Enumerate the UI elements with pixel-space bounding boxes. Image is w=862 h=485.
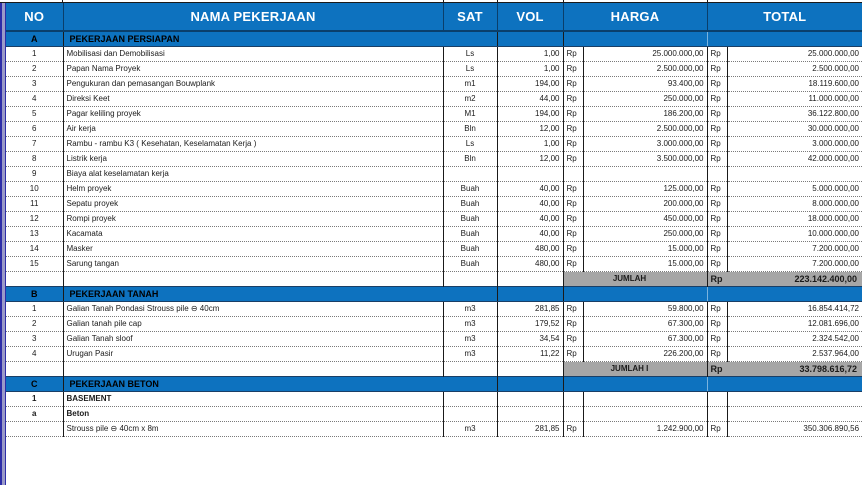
cell-item-no[interactable]: 12	[6, 212, 63, 227]
cell-item-price-currency[interactable]: Rp	[563, 62, 583, 77]
cell-item-unit-price[interactable]: 186.200,00	[583, 107, 707, 122]
cell-item-name[interactable]: BASEMENT	[63, 392, 443, 407]
cell-item-unit[interactable]	[443, 407, 497, 422]
cell-item-no[interactable]: 1	[6, 392, 63, 407]
cell-item-name[interactable]: Listrik kerja	[63, 152, 443, 167]
section-total-cell[interactable]	[727, 287, 862, 302]
table-row	[6, 257, 862, 272]
column-header-nama-pekerjaan[interactable]: NAMA PEKERJAAN	[63, 3, 443, 31]
table-row	[6, 62, 862, 77]
section-harga-cell[interactable]	[583, 287, 707, 302]
cell-item-total-currency[interactable]: Rp	[707, 62, 727, 77]
cell-item-price-currency[interactable]: Rp	[563, 332, 583, 347]
table-row	[6, 392, 862, 407]
subtotal-amount[interactable]: 33.798.616,72	[727, 362, 862, 377]
table-row	[6, 137, 862, 152]
section-total-cell[interactable]	[727, 377, 862, 392]
cell-item-unit-price[interactable]	[583, 392, 707, 407]
cell-item-name[interactable]: Air kerja	[63, 122, 443, 137]
cell-item-volume[interactable]: 194,00	[497, 77, 563, 92]
cell-item-total[interactable]: 10.000.000,00	[727, 227, 862, 242]
section-title-b[interactable]: PEKERJAAN TANAH	[63, 287, 443, 302]
top-rule-divider-sat	[497, 0, 498, 2]
cell-item-price-currency[interactable]	[563, 392, 583, 407]
cell-item-no[interactable]: 9	[6, 167, 63, 182]
cell-item-no[interactable]: 13	[6, 227, 63, 242]
cell-item-no[interactable]: 5	[6, 107, 63, 122]
cell-item-unit-price[interactable]: 67.300,00	[583, 317, 707, 332]
cell-item-no[interactable]: 4	[6, 347, 63, 362]
table-header-row	[6, 3, 862, 31]
cell-item-price-currency[interactable]: Rp	[563, 197, 583, 212]
cell-item-total-currency[interactable]: Rp	[707, 197, 727, 212]
cell-item-name[interactable]: Galian Tanah Pondasi Strouss pile ⊖ 40cm	[63, 302, 443, 317]
cell-item-unit-price[interactable]: 226.200,00	[583, 347, 707, 362]
cell-item-unit[interactable]: Buah	[443, 242, 497, 257]
cell-item-name[interactable]: Galian Tanah sloof	[63, 332, 443, 347]
cell-item-name[interactable]: Urugan Pasir	[63, 347, 443, 362]
cell-item-name[interactable]: Sarung tangan	[63, 257, 443, 272]
cell-item-total[interactable]: 7.200.000,00	[727, 242, 862, 257]
section-vol-cell[interactable]	[497, 377, 563, 392]
cell-item-total-currency[interactable]: Rp	[707, 92, 727, 107]
cell-item-total[interactable]: 18.119.600,00	[727, 77, 862, 92]
subtotal-blank-unit[interactable]	[443, 272, 497, 287]
cell-item-price-currency[interactable]	[563, 407, 583, 422]
cell-item-name[interactable]: Galian tanah pile cap	[63, 317, 443, 332]
subtotal-label[interactable]: JUMLAH	[563, 272, 707, 287]
cell-item-total-currency[interactable]	[707, 167, 727, 182]
top-rule-divider-vol	[563, 0, 564, 2]
subtotal-row	[6, 362, 862, 377]
cell-item-total[interactable]: 42.000.000,00	[727, 152, 862, 167]
cell-item-unit-price[interactable]: 59.800,00	[583, 302, 707, 317]
cell-item-unit-price[interactable]: 15.000,00	[583, 257, 707, 272]
cell-item-volume[interactable]: 480,00	[497, 242, 563, 257]
cell-item-volume[interactable]: 44,00	[497, 92, 563, 107]
section-vol-cell[interactable]	[497, 287, 563, 302]
column-header-no[interactable]: NO	[6, 3, 63, 31]
cell-item-total[interactable]: 2.324.542,00	[727, 332, 862, 347]
cell-item-unit-price[interactable]: 3.000.000,00	[583, 137, 707, 152]
cell-item-unit[interactable]: Ls	[443, 47, 497, 62]
cell-item-name[interactable]: Strouss pile ⊖ 40cm x 8m	[63, 422, 443, 437]
column-header-sat[interactable]: SAT	[443, 3, 497, 31]
cell-item-volume[interactable]	[497, 167, 563, 182]
table-row	[6, 212, 862, 227]
cell-item-name[interactable]: Rambu - rambu K3 ( Kesehatan, Keselamatan Kerja )	[63, 137, 443, 152]
top-rule-divider-harga	[707, 0, 708, 2]
cell-item-unit-price[interactable]: 25.000.000,00	[583, 47, 707, 62]
cell-item-unit-price[interactable]: 200.000,00	[583, 197, 707, 212]
cell-item-unit[interactable]: Ls	[443, 137, 497, 152]
cell-item-name[interactable]: Biaya alat keselamatan kerja	[63, 167, 443, 182]
cell-item-total[interactable]: 16.854.414,72	[727, 302, 862, 317]
cell-item-price-currency[interactable]: Rp	[563, 257, 583, 272]
cell-item-total-currency[interactable]: Rp	[707, 332, 727, 347]
cell-item-total-currency[interactable]: Rp	[707, 257, 727, 272]
section-vol-cell[interactable]	[497, 31, 563, 47]
cell-item-unit-price[interactable]: 125.000,00	[583, 182, 707, 197]
cell-item-no[interactable]: 1	[6, 302, 63, 317]
subtotal-currency[interactable]: Rp	[707, 362, 727, 377]
section-code-b[interactable]: B	[6, 287, 63, 302]
section-header-row	[6, 377, 862, 392]
cell-item-price-currency[interactable]: Rp	[563, 317, 583, 332]
cell-item-price-currency[interactable]: Rp	[563, 137, 583, 152]
table-row	[6, 77, 862, 92]
cell-item-name[interactable]: Helm proyek	[63, 182, 443, 197]
cell-item-name[interactable]: Sepatu proyek	[63, 197, 443, 212]
cell-item-no[interactable]: 2	[6, 62, 63, 77]
cell-item-total[interactable]: 3.000.000,00	[727, 137, 862, 152]
cell-item-no[interactable]: 15	[6, 257, 63, 272]
cell-item-unit[interactable]: m3	[443, 302, 497, 317]
cell-item-no[interactable]: 7	[6, 137, 63, 152]
section-rp1-cell[interactable]	[563, 287, 583, 302]
section-sat-cell[interactable]	[443, 287, 497, 302]
cell-item-price-currency[interactable]: Rp	[563, 152, 583, 167]
cell-item-total[interactable]: 2.537.964,00	[727, 347, 862, 362]
subtotal-blank-no[interactable]	[6, 362, 63, 377]
cell-item-no[interactable]: 8	[6, 152, 63, 167]
cell-item-volume[interactable]: 40,00	[497, 212, 563, 227]
sheet-left-edge-highlight	[2, 3, 5, 485]
cell-item-total[interactable]: 5.000.000,00	[727, 182, 862, 197]
section-rp2-cell[interactable]	[707, 377, 727, 392]
cell-item-no[interactable]: 10	[6, 182, 63, 197]
cell-item-total[interactable]: 7.200.000,00	[727, 257, 862, 272]
cell-item-unit[interactable]: Bln	[443, 152, 497, 167]
column-header-total[interactable]: TOTAL	[707, 3, 862, 31]
cell-item-unit[interactable]: Buah	[443, 197, 497, 212]
cell-item-no[interactable]	[6, 422, 63, 437]
cell-item-unit[interactable]: Buah	[443, 227, 497, 242]
cell-item-no[interactable]: 6	[6, 122, 63, 137]
cell-item-price-currency[interactable]: Rp	[563, 212, 583, 227]
cell-item-price-currency[interactable]: Rp	[563, 77, 583, 92]
cell-item-unit-price[interactable]: 2.500.000,00	[583, 122, 707, 137]
cell-item-name[interactable]: Masker	[63, 242, 443, 257]
cell-item-total-currency[interactable]: Rp	[707, 242, 727, 257]
cell-item-total[interactable]: 11.000.000,00	[727, 92, 862, 107]
cell-item-unit[interactable]: Buah	[443, 212, 497, 227]
cell-item-unit-price[interactable]: 3.500.000,00	[583, 152, 707, 167]
cell-item-volume[interactable]: 40,00	[497, 197, 563, 212]
cell-item-volume[interactable]: 1,00	[497, 137, 563, 152]
cell-item-unit-price[interactable]: 2.500.000,00	[583, 62, 707, 77]
subtotal-currency[interactable]: Rp	[707, 272, 727, 287]
cell-item-total[interactable]: 36.122.800,00	[727, 107, 862, 122]
cell-item-volume[interactable]: 40,00	[497, 227, 563, 242]
cell-item-volume[interactable]: 1,00	[497, 62, 563, 77]
cell-item-price-currency[interactable]: Rp	[563, 302, 583, 317]
table-row	[6, 227, 862, 242]
section-harga-cell[interactable]	[583, 377, 707, 392]
column-header-harga[interactable]: HARGA	[563, 3, 707, 31]
cell-item-volume[interactable]: 40,00	[497, 182, 563, 197]
table-row	[6, 407, 862, 422]
cell-item-total[interactable]: 25.000.000,00	[727, 47, 862, 62]
cell-item-name[interactable]: Pagar keliling proyek	[63, 107, 443, 122]
column-header-vol[interactable]: VOL	[497, 3, 563, 31]
cell-item-total-currency[interactable]: Rp	[707, 317, 727, 332]
boq-table	[6, 3, 862, 437]
cell-item-price-currency[interactable]: Rp	[563, 182, 583, 197]
section-title-a[interactable]: PEKERJAAN PERSIAPAN	[63, 31, 443, 47]
cell-item-price-currency[interactable]: Rp	[563, 422, 583, 437]
table-row	[6, 332, 862, 347]
cell-item-unit[interactable]: m3	[443, 317, 497, 332]
table-row	[6, 302, 862, 317]
cell-item-price-currency[interactable]: Rp	[563, 92, 583, 107]
table-row	[6, 347, 862, 362]
cell-item-name[interactable]: Kacamata	[63, 227, 443, 242]
table-row	[6, 47, 862, 62]
cell-item-total-currency[interactable]: Rp	[707, 422, 727, 437]
cell-item-unit[interactable]	[443, 167, 497, 182]
cell-item-unit-price[interactable]: 250.000,00	[583, 227, 707, 242]
cell-item-volume[interactable]: 12,00	[497, 152, 563, 167]
section-rp1-cell[interactable]	[563, 31, 583, 47]
cell-item-price-currency[interactable]: Rp	[563, 122, 583, 137]
cell-item-volume[interactable]: 12,00	[497, 122, 563, 137]
cell-item-unit[interactable]: Ls	[443, 62, 497, 77]
cell-item-unit-price[interactable]	[583, 167, 707, 182]
table-row	[6, 152, 862, 167]
cell-item-total[interactable]: 350.306.890,56	[727, 422, 862, 437]
cell-item-unit[interactable]: Buah	[443, 257, 497, 272]
subtotal-blank-volume[interactable]	[497, 362, 563, 377]
table-row	[6, 422, 862, 437]
table-row	[6, 167, 862, 182]
cell-item-unit[interactable]: m2	[443, 92, 497, 107]
cell-item-unit-price[interactable]: 93.400,00	[583, 77, 707, 92]
top-rule-divider-no	[62, 0, 63, 2]
section-rp1-cell[interactable]	[563, 377, 583, 392]
cell-item-total-currency[interactable]: Rp	[707, 152, 727, 167]
cell-item-total-currency[interactable]	[707, 392, 727, 407]
section-rp2-cell[interactable]	[707, 31, 727, 47]
cell-item-total[interactable]: 8.000.000,00	[727, 197, 862, 212]
cell-item-unit-price[interactable]: 450.000,00	[583, 212, 707, 227]
cell-item-total-currency[interactable]: Rp	[707, 347, 727, 362]
cell-item-volume[interactable]	[497, 392, 563, 407]
cell-item-no[interactable]: 14	[6, 242, 63, 257]
cell-item-unit[interactable]: m1	[443, 77, 497, 92]
section-header-row	[6, 31, 862, 47]
subtotal-blank-name[interactable]	[63, 272, 443, 287]
cell-item-unit[interactable]	[443, 392, 497, 407]
cell-item-volume[interactable]: 1,00	[497, 47, 563, 62]
section-rp2-cell[interactable]	[707, 287, 727, 302]
cell-item-unit-price[interactable]: 1.242.900,00	[583, 422, 707, 437]
table-row	[6, 182, 862, 197]
subtotal-blank-no[interactable]	[6, 272, 63, 287]
cell-item-unit[interactable]: M1	[443, 107, 497, 122]
subtotal-blank-volume[interactable]	[497, 272, 563, 287]
cell-item-total[interactable]: 30.000.000,00	[727, 122, 862, 137]
cell-item-no[interactable]: 11	[6, 197, 63, 212]
subtotal-blank-name[interactable]	[63, 362, 443, 377]
sheet-left-edge-bar	[0, 3, 6, 485]
cell-item-volume[interactable]: 34,54	[497, 332, 563, 347]
top-rule-divider-nama	[443, 0, 444, 2]
cell-item-no[interactable]: 2	[6, 317, 63, 332]
cell-item-name[interactable]: Mobilisasi dan Demobilisasi	[63, 47, 443, 62]
cell-item-total[interactable]: 18.000.000,00	[727, 212, 862, 227]
cell-item-unit-price[interactable]: 250.000,00	[583, 92, 707, 107]
cell-item-unit[interactable]: m3	[443, 347, 497, 362]
cell-item-total[interactable]	[727, 392, 862, 407]
cell-item-total-currency[interactable]: Rp	[707, 212, 727, 227]
section-code-a[interactable]: A	[6, 31, 63, 47]
section-total-cell[interactable]	[727, 31, 862, 47]
cell-item-unit-price[interactable]	[583, 407, 707, 422]
cell-item-volume[interactable]: 179,52	[497, 317, 563, 332]
table-row	[6, 107, 862, 122]
cell-item-name[interactable]: Beton	[63, 407, 443, 422]
table-row	[6, 122, 862, 137]
cell-item-total-currency[interactable]: Rp	[707, 77, 727, 92]
cell-item-total[interactable]: 2.500.000,00	[727, 62, 862, 77]
cell-item-price-currency[interactable]	[563, 167, 583, 182]
subtotal-amount[interactable]: 223.142.400,00	[727, 272, 862, 287]
cell-item-volume[interactable]: 11,22	[497, 347, 563, 362]
section-code-c[interactable]: C	[6, 377, 63, 392]
section-title-c[interactable]: PEKERJAAN BETON	[63, 377, 443, 392]
table-row	[6, 92, 862, 107]
cell-item-total-currency[interactable]: Rp	[707, 107, 727, 122]
subtotal-blank-unit[interactable]	[443, 362, 497, 377]
section-sat-cell[interactable]	[443, 31, 497, 47]
cell-item-no[interactable]: a	[6, 407, 63, 422]
cell-item-name[interactable]: Papan Nama Proyek	[63, 62, 443, 77]
cell-item-volume[interactable]: 281,85	[497, 302, 563, 317]
section-header-row	[6, 287, 862, 302]
cell-item-total[interactable]	[727, 407, 862, 422]
cell-item-no[interactable]: 4	[6, 92, 63, 107]
cell-item-no[interactable]: 3	[6, 332, 63, 347]
cell-item-name[interactable]: Rompi proyek	[63, 212, 443, 227]
cell-item-total-currency[interactable]	[707, 407, 727, 422]
table-row	[6, 317, 862, 332]
cell-item-total[interactable]	[727, 167, 862, 182]
cell-item-total-currency[interactable]: Rp	[707, 227, 727, 242]
cell-item-price-currency[interactable]: Rp	[563, 47, 583, 62]
cell-item-price-currency[interactable]: Rp	[563, 242, 583, 257]
cell-item-volume[interactable]	[497, 407, 563, 422]
cell-item-volume[interactable]: 194,00	[497, 107, 563, 122]
cell-item-name[interactable]: Pengukuran dan pemasangan Bouwplank	[63, 77, 443, 92]
cell-item-volume[interactable]: 281,85	[497, 422, 563, 437]
table-row	[6, 197, 862, 212]
cell-item-unit-price[interactable]: 15.000,00	[583, 242, 707, 257]
cell-item-total-currency[interactable]: Rp	[707, 182, 727, 197]
cell-item-price-currency[interactable]: Rp	[563, 347, 583, 362]
cell-item-total[interactable]: 12.081.696,00	[727, 317, 862, 332]
cell-item-no[interactable]: 1	[6, 47, 63, 62]
cell-item-price-currency[interactable]: Rp	[563, 107, 583, 122]
section-sat-cell[interactable]	[443, 377, 497, 392]
section-harga-cell[interactable]	[583, 31, 707, 47]
cell-item-total-currency[interactable]: Rp	[707, 122, 727, 137]
cell-item-total-currency[interactable]: Rp	[707, 47, 727, 62]
table-row	[6, 242, 862, 257]
cell-item-total-currency[interactable]: Rp	[707, 137, 727, 152]
cell-item-unit[interactable]: m3	[443, 332, 497, 347]
cell-item-unit-price[interactable]: 67.300,00	[583, 332, 707, 347]
subtotal-row	[6, 272, 862, 287]
cell-item-unit[interactable]: Bln	[443, 122, 497, 137]
cell-item-unit[interactable]: m3	[443, 422, 497, 437]
cell-item-volume[interactable]: 480,00	[497, 257, 563, 272]
cell-item-unit[interactable]: Buah	[443, 182, 497, 197]
cell-item-total-currency[interactable]: Rp	[707, 302, 727, 317]
subtotal-label[interactable]: JUMLAH I	[563, 362, 707, 377]
cell-item-no[interactable]: 3	[6, 77, 63, 92]
cell-item-name[interactable]: Direksi Keet	[63, 92, 443, 107]
cell-item-price-currency[interactable]: Rp	[563, 227, 583, 242]
